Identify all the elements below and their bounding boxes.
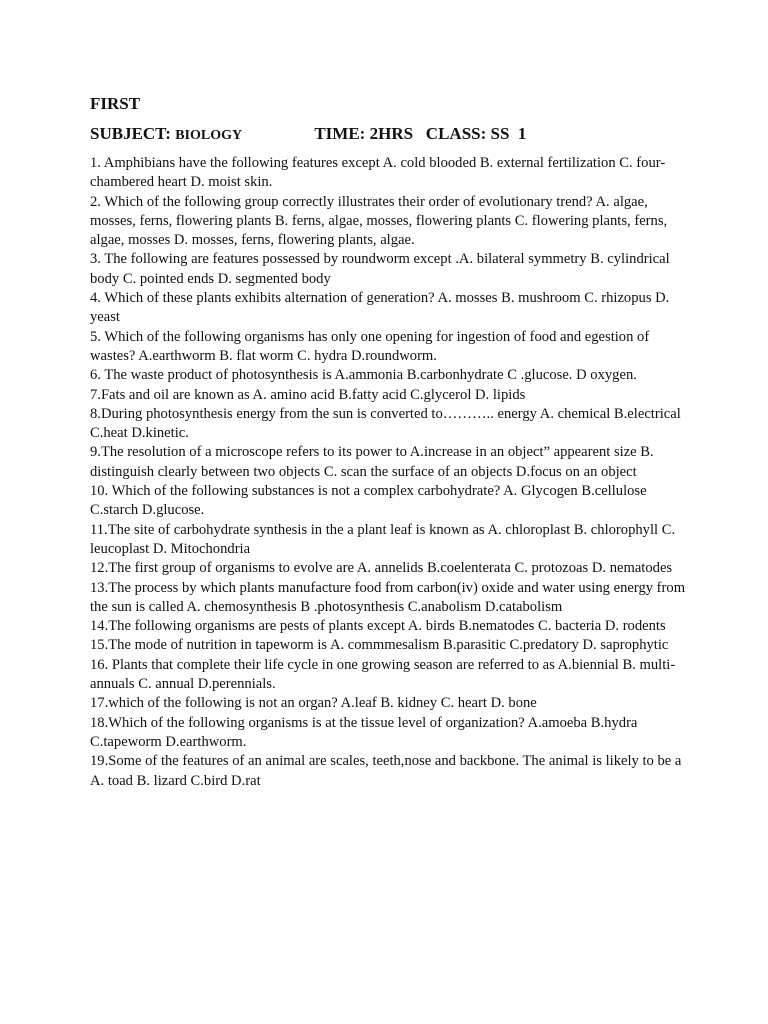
- question-item: 13.The process by which plants manufacture food from carbon(iv) oxide and water using energy from the sun is called A. chemosynthesis B .photosynthesis C.anabolism D.catabolism: [90, 579, 686, 615]
- question-item: 17.which of the following is not an organ? A.leaf B. kidney C. heart D. bone: [90, 695, 537, 712]
- question-item: 14.The following organisms are pests of plants except A. birds B.nematodes C. bacteria D. rodents: [90, 618, 666, 635]
- question-item: 15.The mode of nutrition in tapeworm is A. commmesalism B.parasitic C.predatory D. saprophytic: [90, 637, 669, 654]
- question-item: 11.The site of carbohydrate synthesis in the a plant leaf is known as A. chloroplast B. chlorophyll C. leucoplast D. Mitochondria: [90, 521, 676, 557]
- question-item: 2. Which of the following group correctly illustrates their order of evolutionary trend? A. algae, mosses, ferns, flowering plants B. ferns, algae, mosses, flowering plants C. flowering plants, ferns, algae, mosses D. mosses, ferns, flowering plants, algae.: [90, 193, 668, 249]
- question-item: 4. Which of these plants exhibits alternation of generation? A. mosses B. mushroom C. rhizopus D. yeast: [90, 290, 670, 326]
- exam-page: [90, 94, 690, 791]
- question-item: 3. The following are features possessed by roundworm except .A. bilateral symmetry B. cylindrical body C. pointed ends D. segmented body: [90, 251, 670, 287]
- exam-info-line: [90, 124, 690, 146]
- question-item: 6. The waste product of photosynthesis is A.ammonia B.carbonhydrate C .glucose. D oxygen.: [90, 367, 637, 384]
- exam-term-heading: FIRST: [90, 94, 141, 113]
- question-item: 7.Fats and oil are known as A. amino acid B.fatty acid C.glycerol D. lipids: [90, 386, 526, 403]
- question-item: 19.Some of the features of an animal are scales, teeth,nose and backbone. The animal is likely to be a A. toad B. lizard C.bird D.rat: [90, 753, 682, 789]
- question-item: 10. Which of the following substances is not a complex carbohydrate? A. Glycogen B.cellulose C.starch D.glucose.: [90, 483, 647, 519]
- question-item: 16. Plants that complete their life cycle in one growing season are referred to as A.biennial B. multi-annuals C. annual D.perennials.: [90, 656, 676, 693]
- question-item: 12.The first group of organisms to evolve are A. annelids B.coelenterata C. protozoas D. nematodes: [90, 560, 673, 577]
- subject-value: BIOLOGY: [175, 128, 243, 143]
- question-item: 1. Amphibians have the following features except A. cold blooded B. external fertilization C. four- chambered heart D. moist skin.: [90, 155, 666, 191]
- question-list: [90, 154, 690, 791]
- question-item: 9.The resolution of a microscope refers to its power to A.increase in an object” appearent size B. distinguish clearly between two objects C. scan the surface of an objects D.focus on an object: [90, 444, 654, 480]
- subject-label: SUBJECT:: [90, 124, 171, 143]
- question-item: 18.Which of the following organisms is at the tissue level of organization? A.amoeba B.hydra C.tapeworm D.earthworm.: [90, 714, 638, 750]
- question-item: 5. Which of the following organisms has only one opening for ingestion of food and egestion of wastes? A.earthworm B. flat worm C. hydra D.roundworm.: [90, 328, 650, 364]
- time-class-info: TIME: 2HRS CLASS: SS 1: [314, 124, 527, 143]
- question-item: 8.During photosynthesis energy from the sun is converted to……….. energy A. chemical B.electrical C.heat D.kinetic.: [90, 405, 681, 442]
